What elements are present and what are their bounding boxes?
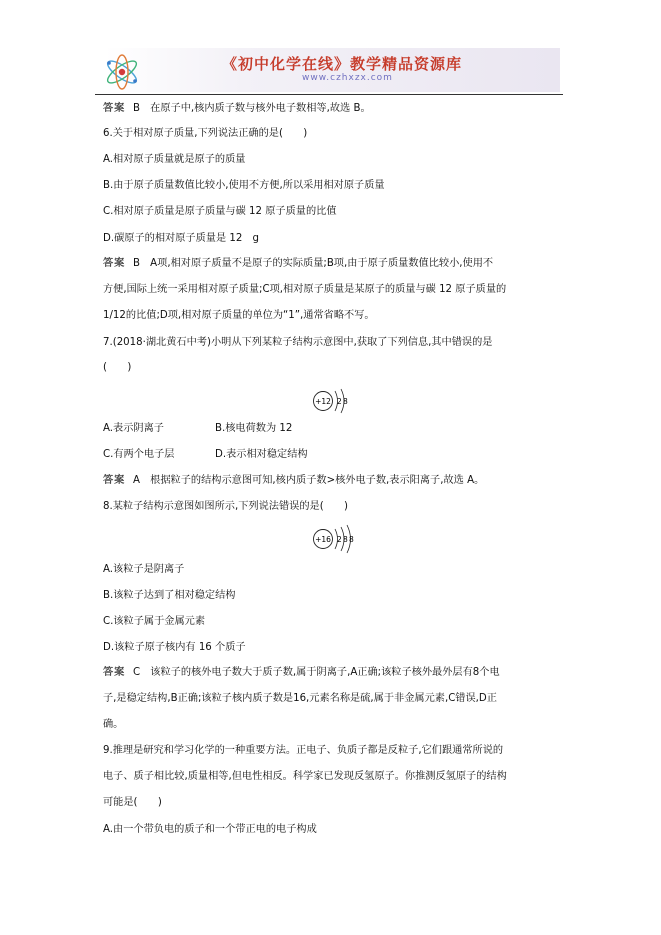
q9-stem-line: 电子、质子相比较,质量相等,但电性相反。科学家已发现反氢原子。你推测反氢原子的结构 xyxy=(103,771,507,782)
q7-option-b: B.核电荷数为 12 xyxy=(215,423,293,434)
q8-option-c: C.该粒子属于金属元素 xyxy=(103,616,206,627)
q6-answer-line: B A项,相对原子质量不是原子的实际质量;B项,由于原子质量数值比较小,使用不 xyxy=(133,258,494,269)
q8-answer-line: 子,是稳定结构,B正确;该粒子核内质子数是16,元素名称是硫,属于非金属元素,C错误,D正 xyxy=(103,693,497,704)
q7-structure-diagram xyxy=(310,385,360,417)
q7-shell-count: 8 xyxy=(343,397,348,406)
q6-answer-line: 1/12的比值;D项,相对原子质量的单位为“1”,通常省略不写。 xyxy=(103,310,375,321)
q6-option-c: C.相对原子质量是原子质量与碳 12 原子质量的比值 xyxy=(103,206,337,217)
q7-stem: 7.(2018·湖北黄石中考)小明从下列某粒子结构示意图中,获取了下列信息,其中错误的是 xyxy=(103,337,493,348)
q6-option-a: A.相对原子质量就是原子的质量 xyxy=(103,154,246,165)
q8-shell-count: 8 xyxy=(343,535,348,544)
q8-shell-count: 8 xyxy=(349,535,354,544)
answer-label: 答案 xyxy=(103,475,126,486)
q8-shell-count: 2 xyxy=(337,535,342,544)
answer-label: 答案 xyxy=(103,667,126,678)
q8-option-b: B.该粒子达到了相对稳定结构 xyxy=(103,590,236,601)
q7-option-a: A.表示阴离子 xyxy=(103,423,164,434)
q7-answer: A 根据粒子的结构示意图可知,核内质子数>核外电子数,表示阳离子,故选 A。 xyxy=(133,475,485,486)
q8-structure-diagram xyxy=(310,522,366,556)
q6-option-d: D.碳原子的相对原子质量是 12 g xyxy=(103,233,259,244)
header-title: 《初中化学在线》教学精品资源库 xyxy=(222,55,463,73)
header-divider xyxy=(95,94,563,95)
q8-answer-line: 确。 xyxy=(103,719,124,730)
q8-option-d: D.该粒子原子核内有 16 个质子 xyxy=(103,642,246,653)
q9-stem-line: 9.推理是研究和学习化学的一种重要方法。正电子、负质子都是反粒子,它们跟通常所说的 xyxy=(103,745,504,756)
q8-nucleus-label: +16 xyxy=(315,535,331,544)
q8-answer-line: C 该粒子的核外电子数大于质子数,属于阴离子,A正确;该粒子核外最外层有8个电 xyxy=(133,667,500,678)
q8-stem: 8.某粒子结构示意图如图所示,下列说法错误的是( ) xyxy=(103,501,349,512)
answer-label: 答案 xyxy=(103,103,126,114)
q5-answer: B 在原子中,核内质子数与核外电子数相等,故选 B。 xyxy=(133,103,371,114)
atom-logo-icon xyxy=(100,52,148,94)
q9-stem-line: 可能是( ) xyxy=(103,797,162,808)
q7-option-d: D.表示相对稳定结构 xyxy=(215,449,308,460)
q6-option-b: B.由于原子质量数值比较小,使用不方便,所以采用相对原子质量 xyxy=(103,180,385,191)
q8-option-a: A.该粒子是阴离子 xyxy=(103,564,185,575)
q7-stem-paren: ( ) xyxy=(103,362,132,373)
q9-option-a: A.由一个带负电的质子和一个带正电的电子构成 xyxy=(103,824,317,835)
q7-option-c: C.有两个电子层 xyxy=(103,449,175,460)
q7-nucleus-label: +12 xyxy=(315,397,331,406)
header-url: www.czhxzx.com xyxy=(302,73,393,83)
answer-label: 答案 xyxy=(103,258,126,269)
q6-answer-line: 方便,国际上统一采用相对原子质量;C项,相对原子质量是某原子的质量与碳 12 原子质量的 xyxy=(103,284,507,295)
q7-shell-count: 2 xyxy=(337,397,342,406)
q6-stem: 6.关于相对原子质量,下列说法正确的是( ) xyxy=(103,128,308,139)
